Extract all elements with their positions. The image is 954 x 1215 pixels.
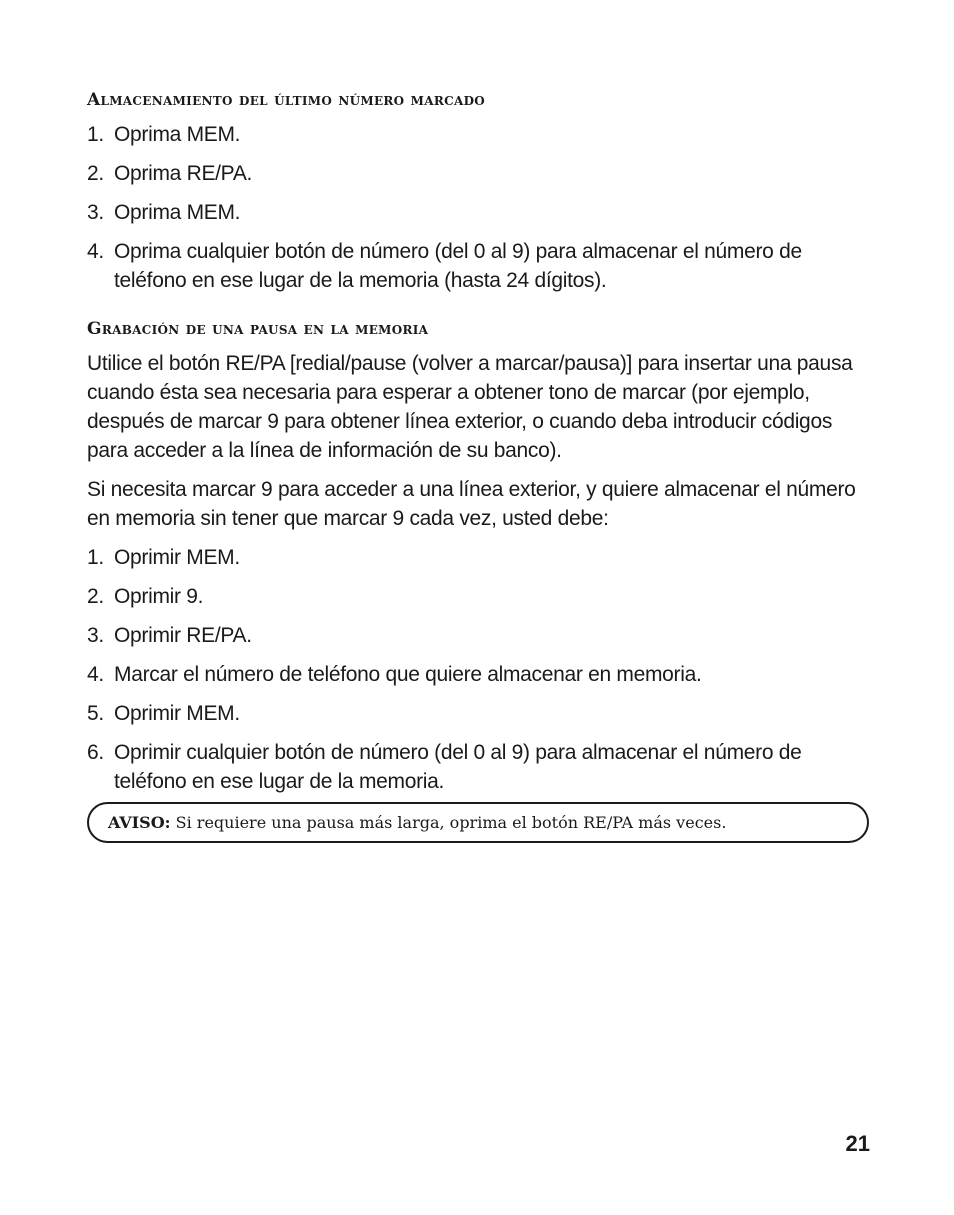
step-text: Oprimir RE/PA.: [114, 624, 252, 647]
step-number: 6.: [87, 741, 104, 764]
step-text: Oprima MEM.: [114, 201, 241, 224]
list-item: [87, 120, 877, 149]
step-number: 3.: [87, 624, 104, 647]
step-text: Oprima MEM.: [114, 123, 241, 146]
section-heading-record-pause: Grabación de una pausa en la memoria: [87, 319, 429, 339]
list-item: [87, 198, 877, 227]
list-item: [87, 660, 877, 689]
step-text: Oprima RE/PA.: [114, 162, 253, 185]
paragraph: Utilice el botón RE/PA [redial/pause (volver a marcar/pausa)] para insertar una pausa cuando ésta sea necesaria para esperar a obtener tono de marcar (por ejemplo, después de marcar 9 para obtener línea exterior, o cuando deba introducir códigos para acceder a la línea de información de su banco).: [87, 352, 853, 462]
step-text: Oprimir MEM.: [114, 546, 240, 569]
step-text: Oprimir MEM.: [114, 702, 240, 725]
step-number: 2.: [87, 585, 104, 608]
step-number: 4.: [87, 240, 104, 263]
page-number: 21: [845, 1131, 870, 1156]
steps-record-pause: [87, 543, 877, 796]
notice-label: AVISO:: [108, 813, 171, 832]
step-number: 2.: [87, 162, 104, 185]
steps-store-last-number: [87, 120, 877, 295]
step-number: 3.: [87, 201, 104, 224]
notice-box: [87, 802, 869, 843]
step-number: 4.: [87, 663, 104, 686]
list-item: [87, 237, 877, 295]
paragraph: Si necesita marcar 9 para acceder a una línea exterior, y quiere almacenar el número en memoria sin tener que marcar 9 cada vez, usted debe:: [87, 478, 856, 530]
step-text: Marcar el número de teléfono que quiere almacenar en memoria.: [114, 663, 702, 686]
list-item: [87, 738, 877, 796]
step-text: Oprimir cualquier botón de número (del 0 al 9) para almacenar el número de teléfono en ese lugar de la memoria.: [114, 741, 802, 793]
section-body-record-pause: [87, 349, 877, 533]
list-item: [87, 159, 877, 188]
notice-text: Si requiere una pausa más larga, oprima el botón RE/PA más veces.: [175, 813, 727, 832]
list-item: [87, 543, 877, 572]
list-item: [87, 699, 877, 728]
step-number: 5.: [87, 702, 104, 725]
step-number: 1.: [87, 546, 104, 569]
page-content: [87, 86, 877, 806]
step-text: Oprimir 9.: [114, 585, 204, 608]
list-item: [87, 621, 877, 650]
list-item: [87, 582, 877, 611]
step-number: 1.: [87, 123, 104, 146]
section-heading-store-last-number: Almacenamiento del último número marcado: [87, 90, 486, 110]
step-text: Oprima cualquier botón de número (del 0 al 9) para almacenar el número de teléfono en ese lugar de la memoria (hasta 24 dígitos).: [114, 240, 802, 292]
